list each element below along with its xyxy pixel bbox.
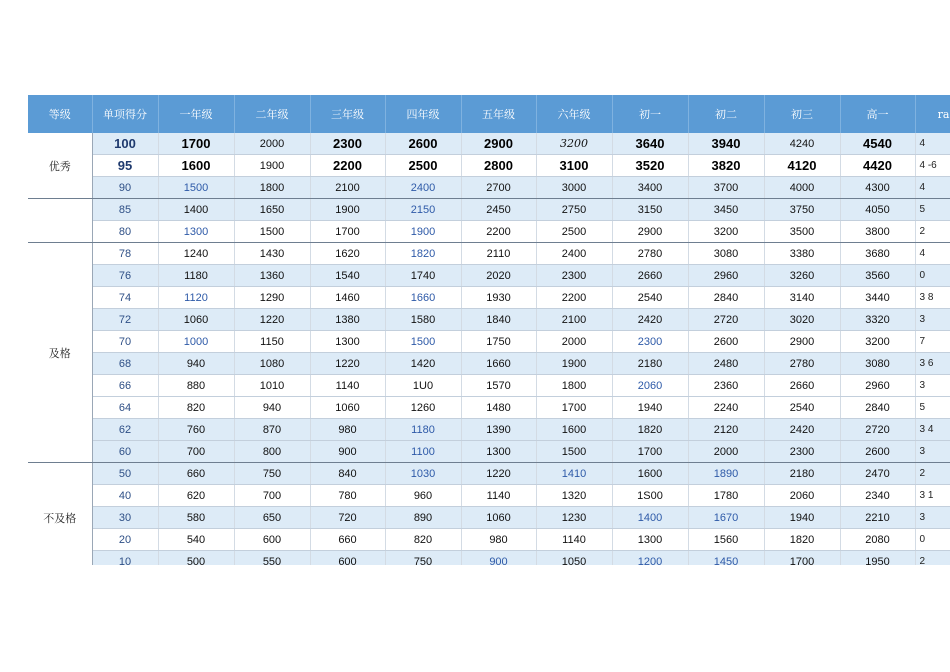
value-cell: 880 [158, 375, 234, 397]
truncated-cell: 4 [915, 177, 950, 199]
score-table-container [28, 95, 950, 565]
value-cell: 2210 [840, 507, 915, 529]
value-cell: 1620 [310, 243, 385, 265]
truncated-cell: 3 [915, 375, 950, 397]
value-cell: 2900 [461, 133, 536, 155]
value-cell: 890 [385, 507, 461, 529]
value-cell: 3080 [840, 353, 915, 375]
value-cell: 2420 [764, 419, 840, 441]
value-cell: 1820 [764, 529, 840, 551]
value-cell: 1410 [536, 463, 612, 485]
table-row [28, 507, 950, 529]
truncated-cell: 0 [915, 529, 950, 551]
value-cell: 1740 [385, 265, 461, 287]
value-cell: 1290 [234, 287, 310, 309]
value-cell: 3560 [840, 265, 915, 287]
header-truncated: ra [915, 95, 950, 133]
grade-blank [28, 199, 92, 243]
value-cell: 3100 [536, 155, 612, 177]
value-cell: 1030 [385, 463, 461, 485]
value-cell: 1940 [612, 397, 688, 419]
value-cell: 3200 [840, 331, 915, 353]
value-cell: 2540 [764, 397, 840, 419]
value-cell: 1900 [536, 353, 612, 375]
value-cell: 3500 [764, 221, 840, 243]
truncated-cell: 5 [915, 397, 950, 419]
value-cell: 760 [158, 419, 234, 441]
value-cell: 3080 [688, 243, 764, 265]
score-cell: 100 [92, 133, 158, 155]
header-score: 单项得分 [92, 95, 158, 133]
value-cell: 900 [461, 551, 536, 566]
value-cell: 1300 [158, 221, 234, 243]
value-cell: 1380 [310, 309, 385, 331]
value-cell: 980 [310, 419, 385, 441]
truncated-cell: 4 -6 [915, 155, 950, 177]
table-row [28, 265, 950, 287]
table-row [28, 331, 950, 353]
value-cell: 3700 [688, 177, 764, 199]
value-cell: 1240 [158, 243, 234, 265]
score-cell: 30 [92, 507, 158, 529]
value-cell: 2300 [612, 331, 688, 353]
value-cell: 2660 [764, 375, 840, 397]
value-cell: 700 [158, 441, 234, 463]
value-cell: 3520 [612, 155, 688, 177]
score-cell: 80 [92, 221, 158, 243]
value-cell: 3640 [612, 133, 688, 155]
value-cell: 2840 [688, 287, 764, 309]
value-cell: 1220 [234, 309, 310, 331]
value-cell: 2200 [461, 221, 536, 243]
value-cell: 3400 [612, 177, 688, 199]
value-cell: 500 [158, 551, 234, 566]
value-cell: 660 [310, 529, 385, 551]
score-cell: 66 [92, 375, 158, 397]
score-cell: 95 [92, 155, 158, 177]
value-cell: 1500 [158, 177, 234, 199]
value-cell: 1180 [385, 419, 461, 441]
value-cell: 1570 [461, 375, 536, 397]
table-row [28, 529, 950, 551]
header-grade1: 一年级 [158, 95, 234, 133]
score-cell: 62 [92, 419, 158, 441]
value-cell: 1820 [612, 419, 688, 441]
value-cell: 1320 [536, 485, 612, 507]
value-cell: 2120 [688, 419, 764, 441]
value-cell: 1700 [764, 551, 840, 566]
value-cell: 2720 [840, 419, 915, 441]
value-cell: 2340 [840, 485, 915, 507]
table-row [28, 199, 950, 221]
truncated-cell: 3 6 [915, 353, 950, 375]
truncated-cell: 0 [915, 265, 950, 287]
value-cell: 1930 [461, 287, 536, 309]
value-cell: 1900 [234, 155, 310, 177]
score-cell: 20 [92, 529, 158, 551]
score-cell: 85 [92, 199, 158, 221]
value-cell: 3320 [840, 309, 915, 331]
value-cell: 2360 [688, 375, 764, 397]
truncated-cell: 3 [915, 441, 950, 463]
value-cell: 1400 [158, 199, 234, 221]
value-cell: 1580 [385, 309, 461, 331]
value-cell: 3750 [764, 199, 840, 221]
value-cell: 2750 [536, 199, 612, 221]
value-cell: 2400 [385, 177, 461, 199]
value-cell: 1500 [385, 331, 461, 353]
header-row [28, 95, 950, 133]
value-cell: 2700 [461, 177, 536, 199]
value-cell: 1700 [612, 441, 688, 463]
value-cell: 750 [385, 551, 461, 566]
value-cell: 1560 [688, 529, 764, 551]
value-cell: 2300 [764, 441, 840, 463]
value-cell: 1140 [536, 529, 612, 551]
value-cell: 3820 [688, 155, 764, 177]
value-cell: 1430 [234, 243, 310, 265]
value-cell: 820 [385, 529, 461, 551]
value-cell: 1540 [310, 265, 385, 287]
value-cell: 1000 [158, 331, 234, 353]
value-cell: 3440 [840, 287, 915, 309]
value-cell: 3380 [764, 243, 840, 265]
table-row [28, 397, 950, 419]
score-cell: 40 [92, 485, 158, 507]
score-cell: 76 [92, 265, 158, 287]
value-cell: 1820 [385, 243, 461, 265]
value-cell: 4000 [764, 177, 840, 199]
value-cell: 2080 [840, 529, 915, 551]
value-cell: 1460 [310, 287, 385, 309]
value-cell: 4120 [764, 155, 840, 177]
value-cell: 3140 [764, 287, 840, 309]
table-row [28, 133, 950, 155]
value-cell: 1800 [234, 177, 310, 199]
value-cell: 2180 [764, 463, 840, 485]
value-cell: 940 [158, 353, 234, 375]
value-cell: 2200 [536, 287, 612, 309]
value-cell: 1360 [234, 265, 310, 287]
value-cell: 2240 [688, 397, 764, 419]
value-cell: 2450 [461, 199, 536, 221]
value-cell: 1220 [310, 353, 385, 375]
value-cell: 3200 [536, 133, 612, 155]
header-grade3: 三年级 [310, 95, 385, 133]
table-row [28, 155, 950, 177]
value-cell: 1200 [612, 551, 688, 566]
value-cell: 1060 [158, 309, 234, 331]
table-row [28, 463, 950, 485]
header-grade6: 六年级 [536, 95, 612, 133]
value-cell: 2900 [612, 221, 688, 243]
value-cell: 540 [158, 529, 234, 551]
value-cell: 1660 [385, 287, 461, 309]
value-cell: 580 [158, 507, 234, 529]
value-cell: 2960 [840, 375, 915, 397]
value-cell: 4050 [840, 199, 915, 221]
value-cell: 2200 [310, 155, 385, 177]
value-cell: 4300 [840, 177, 915, 199]
value-cell: 2060 [612, 375, 688, 397]
table-row [28, 243, 950, 265]
value-cell: 600 [234, 529, 310, 551]
value-cell: 1140 [461, 485, 536, 507]
value-cell: 1050 [536, 551, 612, 566]
score-cell: 68 [92, 353, 158, 375]
truncated-cell: 2 [915, 551, 950, 566]
truncated-cell: 5 [915, 199, 950, 221]
value-cell: 2780 [612, 243, 688, 265]
score-cell: 72 [92, 309, 158, 331]
value-cell: 1940 [764, 507, 840, 529]
value-cell: 1300 [612, 529, 688, 551]
score-cell: 64 [92, 397, 158, 419]
table-row [28, 419, 950, 441]
table-row [28, 309, 950, 331]
value-cell: 1420 [385, 353, 461, 375]
value-cell: 1060 [461, 507, 536, 529]
value-cell: 1950 [840, 551, 915, 566]
value-cell: 1600 [536, 419, 612, 441]
truncated-cell: 3 1 [915, 485, 950, 507]
value-cell: 2300 [536, 265, 612, 287]
header-junior3: 初三 [764, 95, 840, 133]
value-cell: 1600 [612, 463, 688, 485]
value-cell: 2780 [764, 353, 840, 375]
value-cell: 1450 [688, 551, 764, 566]
value-cell: 720 [310, 507, 385, 529]
value-cell: 1010 [234, 375, 310, 397]
value-cell: 2180 [612, 353, 688, 375]
value-cell: 870 [234, 419, 310, 441]
grade-pass: 及格 [28, 243, 92, 463]
header-grade2: 二年级 [234, 95, 310, 133]
value-cell: 3000 [536, 177, 612, 199]
value-cell: 2600 [688, 331, 764, 353]
table-row [28, 375, 950, 397]
value-cell: 3680 [840, 243, 915, 265]
value-cell: 3450 [688, 199, 764, 221]
header-junior2: 初二 [688, 95, 764, 133]
value-cell: 3800 [840, 221, 915, 243]
header-senior1: 高一 [840, 95, 915, 133]
value-cell: 1700 [158, 133, 234, 155]
value-cell: 2720 [688, 309, 764, 331]
score-cell: 78 [92, 243, 158, 265]
value-cell: 1260 [385, 397, 461, 419]
table-row [28, 287, 950, 309]
value-cell: 1900 [385, 221, 461, 243]
score-cell: 70 [92, 331, 158, 353]
value-cell: 600 [310, 551, 385, 566]
header-junior1: 初一 [612, 95, 688, 133]
value-cell: 3200 [688, 221, 764, 243]
value-cell: 2420 [612, 309, 688, 331]
value-cell: 1140 [310, 375, 385, 397]
value-cell: 2060 [764, 485, 840, 507]
value-cell: 2000 [688, 441, 764, 463]
header-grade: 等级 [28, 95, 92, 133]
truncated-cell: 3 [915, 507, 950, 529]
value-cell: 2960 [688, 265, 764, 287]
score-cell: 10 [92, 551, 158, 566]
value-cell: 1300 [461, 441, 536, 463]
value-cell: 1700 [536, 397, 612, 419]
value-cell: 1060 [310, 397, 385, 419]
value-cell: 1150 [234, 331, 310, 353]
value-cell: 2020 [461, 265, 536, 287]
value-cell: 2470 [840, 463, 915, 485]
grade-excellent: 优秀 [28, 133, 92, 199]
value-cell: 1650 [234, 199, 310, 221]
score-cell: 74 [92, 287, 158, 309]
score-table [28, 95, 950, 565]
value-cell: 1890 [688, 463, 764, 485]
score-cell: 50 [92, 463, 158, 485]
value-cell: 2300 [310, 133, 385, 155]
value-cell: 1480 [461, 397, 536, 419]
table-row [28, 221, 950, 243]
table-row [28, 177, 950, 199]
table-row [28, 353, 950, 375]
value-cell: 1670 [688, 507, 764, 529]
value-cell: 2840 [840, 397, 915, 419]
value-cell: 2600 [385, 133, 461, 155]
value-cell: 1220 [461, 463, 536, 485]
value-cell: 2110 [461, 243, 536, 265]
value-cell: 2480 [688, 353, 764, 375]
value-cell: 1600 [158, 155, 234, 177]
value-cell: 1S00 [612, 485, 688, 507]
truncated-cell: 3 8 [915, 287, 950, 309]
value-cell: 1300 [310, 331, 385, 353]
value-cell: 4540 [840, 133, 915, 155]
truncated-cell: 2 [915, 221, 950, 243]
truncated-cell: 3 [915, 309, 950, 331]
value-cell: 3940 [688, 133, 764, 155]
grade-fail: 不及格 [28, 463, 92, 566]
value-cell: 1400 [612, 507, 688, 529]
value-cell: 1390 [461, 419, 536, 441]
value-cell: 750 [234, 463, 310, 485]
value-cell: 2100 [310, 177, 385, 199]
truncated-cell: 7 [915, 331, 950, 353]
value-cell: 2800 [461, 155, 536, 177]
value-cell: 1080 [234, 353, 310, 375]
score-table-body [28, 133, 950, 565]
value-cell: 660 [158, 463, 234, 485]
value-cell: 900 [310, 441, 385, 463]
table-row [28, 441, 950, 463]
truncated-cell: 2 [915, 463, 950, 485]
value-cell: 1100 [385, 441, 461, 463]
value-cell: 2500 [385, 155, 461, 177]
truncated-cell: 4 [915, 133, 950, 155]
header-grade4: 四年级 [385, 95, 461, 133]
score-cell: 90 [92, 177, 158, 199]
value-cell: 2660 [612, 265, 688, 287]
value-cell: 4420 [840, 155, 915, 177]
value-cell: 2000 [234, 133, 310, 155]
value-cell: 1500 [536, 441, 612, 463]
value-cell: 2000 [536, 331, 612, 353]
value-cell: 1230 [536, 507, 612, 529]
table-row [28, 551, 950, 566]
value-cell: 1840 [461, 309, 536, 331]
value-cell: 1900 [310, 199, 385, 221]
value-cell: 1U0 [385, 375, 461, 397]
value-cell: 2100 [536, 309, 612, 331]
value-cell: 1780 [688, 485, 764, 507]
value-cell: 1800 [536, 375, 612, 397]
value-cell: 780 [310, 485, 385, 507]
value-cell: 820 [158, 397, 234, 419]
value-cell: 1180 [158, 265, 234, 287]
value-cell: 2900 [764, 331, 840, 353]
value-cell: 2600 [840, 441, 915, 463]
value-cell: 650 [234, 507, 310, 529]
truncated-cell: 3 4 [915, 419, 950, 441]
value-cell: 960 [385, 485, 461, 507]
value-cell: 940 [234, 397, 310, 419]
value-cell: 1120 [158, 287, 234, 309]
value-cell: 980 [461, 529, 536, 551]
value-cell: 620 [158, 485, 234, 507]
value-cell: 550 [234, 551, 310, 566]
value-cell: 1500 [234, 221, 310, 243]
table-row [28, 485, 950, 507]
value-cell: 800 [234, 441, 310, 463]
value-cell: 1700 [310, 221, 385, 243]
value-cell: 4240 [764, 133, 840, 155]
score-cell: 60 [92, 441, 158, 463]
value-cell: 2500 [536, 221, 612, 243]
value-cell: 840 [310, 463, 385, 485]
value-cell: 2150 [385, 199, 461, 221]
value-cell: 3150 [612, 199, 688, 221]
value-cell: 2400 [536, 243, 612, 265]
value-cell: 2540 [612, 287, 688, 309]
truncated-cell: 4 [915, 243, 950, 265]
value-cell: 1660 [461, 353, 536, 375]
header-grade5: 五年级 [461, 95, 536, 133]
value-cell: 700 [234, 485, 310, 507]
value-cell: 3260 [764, 265, 840, 287]
value-cell: 1750 [461, 331, 536, 353]
value-cell: 3020 [764, 309, 840, 331]
